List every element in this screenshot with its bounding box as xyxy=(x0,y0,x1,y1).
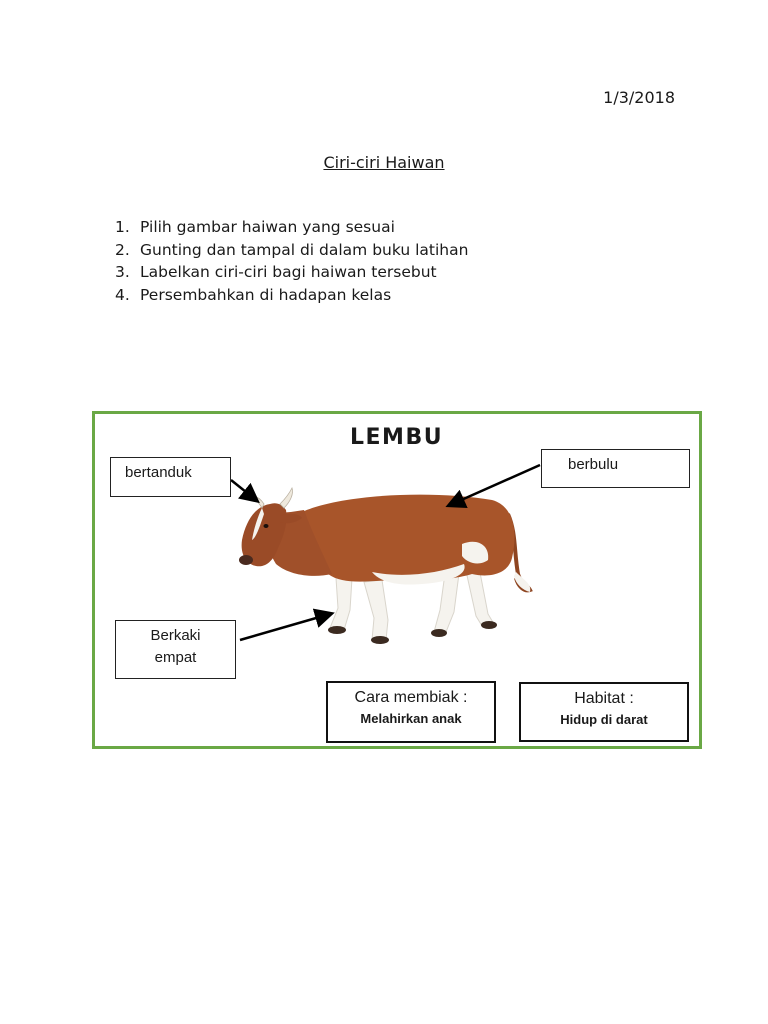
cow-front-leg xyxy=(330,578,352,630)
label-fur: berbulu xyxy=(541,449,690,488)
cow-hoof xyxy=(328,626,346,634)
cow-eye xyxy=(264,524,269,528)
step-text: Gunting dan tampal di dalam buku latihan xyxy=(140,240,469,259)
list-item xyxy=(115,216,468,239)
reproduction-box xyxy=(326,681,496,743)
step-number: 2. xyxy=(115,240,130,259)
label-legs-line1: Berkaki xyxy=(150,627,201,644)
list-item xyxy=(115,284,468,307)
page-title: Ciri-ciri Haiwan xyxy=(323,153,445,172)
step-text: Pilih gambar haiwan yang sesuai xyxy=(140,218,395,236)
cow-hoof-3 xyxy=(431,629,447,637)
animal-name: LEMBU xyxy=(350,425,444,450)
habitat-value: Hidup di darat xyxy=(560,712,648,727)
label-legs-line2: empat xyxy=(154,649,197,666)
habitat-box xyxy=(519,682,689,742)
step-number: 1. xyxy=(115,218,130,236)
cow-hoof-2 xyxy=(371,636,389,644)
reproduction-value: Melahirkan anak xyxy=(360,711,462,726)
list-item xyxy=(115,239,468,262)
cow-horn xyxy=(252,496,264,508)
cow-nose xyxy=(239,555,253,565)
cow-illustration xyxy=(232,482,537,648)
cow-front-leg-2 xyxy=(364,580,388,640)
list-item xyxy=(115,261,468,284)
step-number: 4. xyxy=(115,285,130,304)
reproduction-heading: Cara membiak : xyxy=(354,689,468,706)
step-number: 3. xyxy=(115,263,130,281)
date: 1/3/2018 xyxy=(603,88,675,107)
cow-hoof-4 xyxy=(481,621,497,629)
label-horn: bertanduk xyxy=(110,457,231,497)
habitat-heading: Habitat : xyxy=(574,690,634,707)
cow-horn-2 xyxy=(280,488,293,508)
label-legs xyxy=(115,620,236,679)
instruction-list xyxy=(115,216,468,306)
step-text: Labelkan ciri-ciri bagi haiwan tersebut xyxy=(140,263,437,281)
step-text: Persembahkan di hadapan kelas xyxy=(140,285,392,304)
cow-body xyxy=(302,495,515,582)
